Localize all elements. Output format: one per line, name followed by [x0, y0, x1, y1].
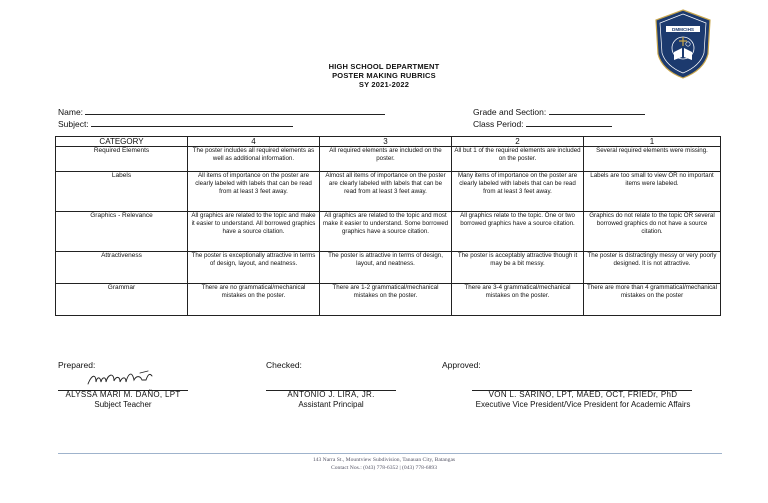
- footer: [0, 456, 768, 472]
- criteria-cell: The poster is exceptionally attractive in terms of design, layout, and neatness.: [188, 252, 320, 284]
- criteria-cell: There are 3-4 grammatical/mechanical mistakes on the poster.: [452, 284, 584, 316]
- name-line[interactable]: [85, 106, 385, 115]
- category-cell: Graphics - Relevance: [56, 212, 188, 252]
- department-title: HIGH SCHOOL DEPARTMENT: [328, 62, 440, 71]
- header-score-4: 4: [188, 137, 320, 147]
- prepared-title: Subject Teacher: [94, 400, 152, 409]
- criteria-cell: Labels are too small to view OR no important items were labeled.: [584, 172, 721, 212]
- criteria-cell: All graphics are related to the topic and make it easier to understand. All borrowed graphics have a source citation.: [188, 212, 320, 252]
- criteria-cell: The poster includes all required elements as well as additional information.: [188, 147, 320, 172]
- grade-section-line[interactable]: [549, 106, 645, 115]
- class-fields: [473, 106, 645, 130]
- document-header: [0, 62, 768, 89]
- criteria-cell: All items of importance on the poster are clearly labeled with labels that can be read from at least 3 feet away.: [188, 172, 320, 212]
- criteria-cell: The poster is acceptably attractive though it may be a bit messy.: [452, 252, 584, 284]
- school-year: SY 2021-2022: [358, 80, 410, 89]
- category-cell: Labels: [56, 172, 188, 212]
- name-label: Name:: [58, 107, 84, 117]
- student-fields: [58, 106, 385, 130]
- subject-label: Subject:: [58, 119, 89, 129]
- seal-text: DMMCIHS: [672, 26, 694, 32]
- subject-line[interactable]: [91, 118, 293, 127]
- criteria-cell: All but 1 of the required elements are included on the poster.: [452, 147, 584, 172]
- criteria-cell: There are no grammatical/mechanical mistakes on the poster.: [188, 284, 320, 316]
- prepared-block: [44, 390, 202, 410]
- criteria-cell: Almost all items of importance on the poster are clearly labeled with labels that can be read from at least 3 feet away.: [320, 172, 452, 212]
- handwritten-signature-icon: [84, 368, 164, 390]
- checked-title: Assistant Principal: [298, 400, 364, 409]
- table-row: [56, 284, 721, 316]
- class-period-line[interactable]: [526, 118, 612, 127]
- footer-divider: [58, 453, 722, 454]
- footer-address: 143 Narra St., Mountview Subdivision, Tanauan City, Batangas: [312, 457, 456, 463]
- header-score-1: 1: [584, 137, 721, 147]
- approved-label: Approved:: [442, 360, 481, 370]
- prepared-name: ALYSSA MARI M. DAÑO, LPT: [65, 390, 181, 399]
- category-cell: Required Elements: [56, 147, 188, 172]
- criteria-cell: All graphics relate to the topic. One or two borrowed graphics have a source citation.: [452, 212, 584, 252]
- approved-block: [440, 390, 726, 410]
- header-score-2: 2: [452, 137, 584, 147]
- approved-name: VON L. SARINO, LPT, MAED, OCT, FRIEDr, PhD: [488, 390, 678, 399]
- table-row: [56, 172, 721, 212]
- rubric-header-row: [56, 137, 721, 147]
- approved-title: Executive Vice President/Vice President for Academic Affairs: [475, 400, 691, 409]
- category-cell: Grammar: [56, 284, 188, 316]
- category-cell: Attractiveness: [56, 252, 188, 284]
- rubric-title: POSTER MAKING RUBRICS: [332, 71, 436, 80]
- class-period-label: Class Period:: [473, 119, 524, 129]
- criteria-cell: Several required elements were missing.: [584, 147, 721, 172]
- criteria-cell: There are more than 4 grammatical/mechanical mistakes on the poster: [584, 284, 721, 316]
- rubric-table: [55, 136, 721, 316]
- criteria-cell: The poster is attractive in terms of design, layout, and neatness.: [320, 252, 452, 284]
- table-row: [56, 212, 721, 252]
- grade-section-label: Grade and Section:: [473, 107, 547, 117]
- table-row: [56, 252, 721, 284]
- criteria-cell: All required elements are included on the poster.: [320, 147, 452, 172]
- checked-block: [252, 390, 410, 410]
- footer-contact: Contact Nos.: (043) 778-6352 | (043) 778-6893: [331, 465, 437, 471]
- criteria-cell: Graphics do not relate to the topic OR several borrowed graphics do not have a source citation.: [584, 212, 721, 252]
- header-category: CATEGORY: [56, 137, 188, 147]
- prepared-label: Prepared:: [58, 360, 96, 370]
- checked-label: Checked:: [266, 360, 302, 370]
- criteria-cell: There are 1-2 grammatical/mechanical mistakes on the poster.: [320, 284, 452, 316]
- table-row: [56, 147, 721, 172]
- header-score-3: 3: [320, 137, 452, 147]
- criteria-cell: All graphics are related to the topic and most make it easier to understand. Some borrowed graphics have a source citation.: [320, 212, 452, 252]
- criteria-cell: Many items of importance on the poster are clearly labeled with labels that can be read from at least 3 feet away.: [452, 172, 584, 212]
- checked-name: ANTONIO J. LIRA, JR.: [287, 390, 375, 399]
- criteria-cell: The poster is distractingly messy or very poorly designed. It is not attractive.: [584, 252, 721, 284]
